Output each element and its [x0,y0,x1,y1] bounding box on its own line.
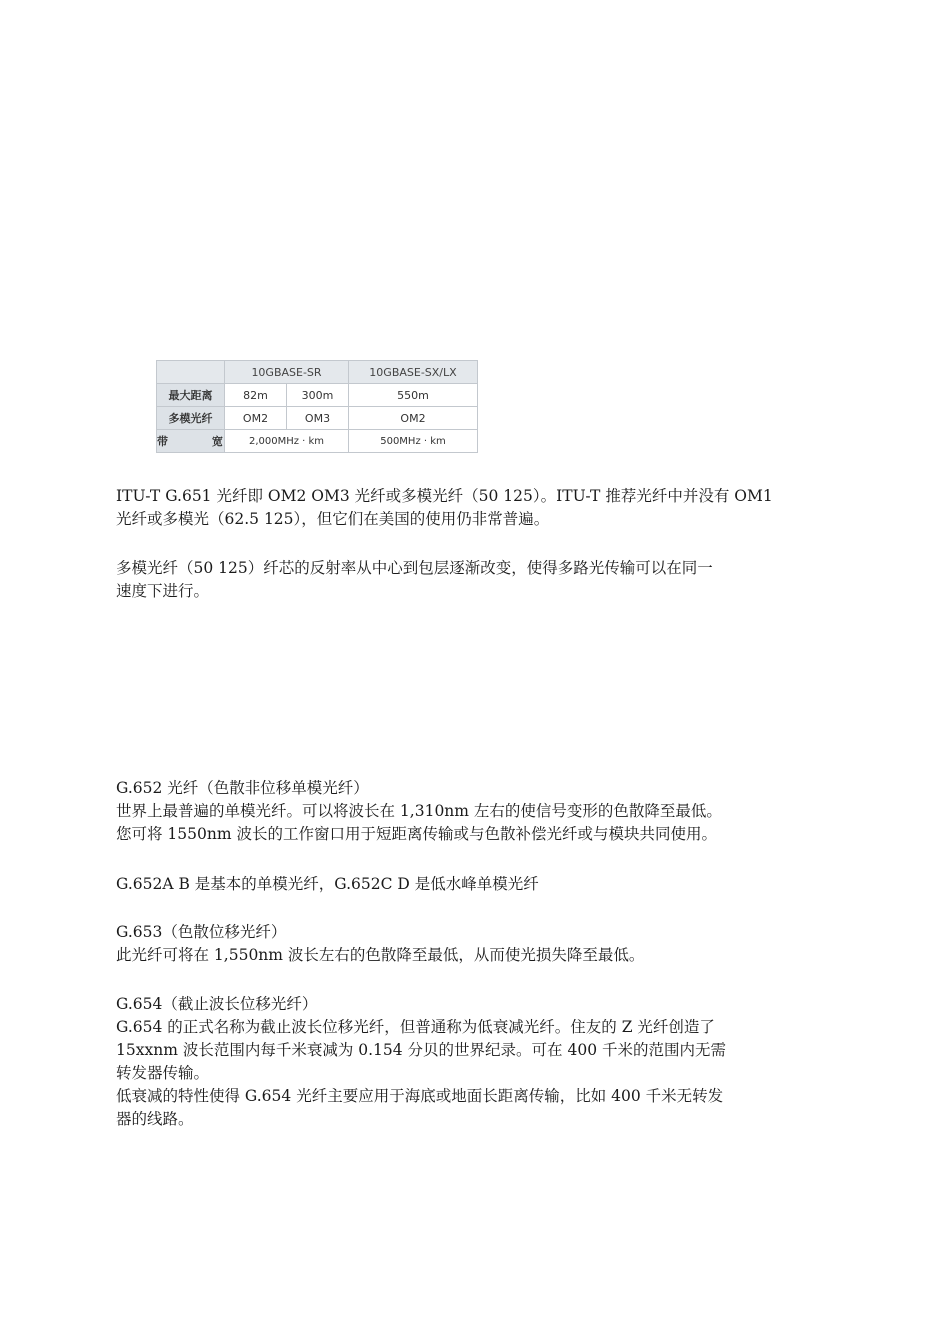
text-line: 您可将 1550nm 波长的工作窗口用于短距离传输或与色散补偿光纤或与模块共同使用。 [116,825,717,843]
table-cell: OM2 [225,407,287,430]
table-row [157,430,478,453]
paragraph-om-fiber-intro [116,485,836,531]
paragraph-g652 [116,777,836,846]
table-corner-cell [157,361,225,384]
table-cell: OM2 [349,407,478,430]
row-header-multimode-fiber: 多模光纤 [157,407,225,430]
text-line: 低衰减的特性使得 G.654 光纤主要应用于海底或地面长距离传输，比如 400 千米无转发 [116,1087,724,1105]
text-line: G.654 的正式名称为截止波长位移光纤，但普通称为低衰减光纤。住友的 Z 光纤创造了 [116,1018,715,1036]
text-line: 世界上最普遍的单模光纤。可以将波长在 1,310nm 左右的使信号变形的色散降至最低。 [116,802,722,820]
paragraph-multimode-index [116,557,836,603]
table-row [157,407,478,430]
table-header-row [157,361,478,384]
section-heading: G.654（截止波长位移光纤） [116,995,318,1013]
fiber-spec-table [156,360,478,453]
paragraph-g653 [116,921,836,967]
row-header-max-distance: 最大距离 [157,384,225,407]
text-line: 此光纤可将在 1,550nm 波长左右的色散降至最低，从而使光损失降至最低。 [116,946,645,964]
table-cell: 550m [349,384,478,407]
paragraph-g654 [116,993,836,1131]
table-cell: 500MHz · km [349,430,478,453]
text-line: 15xxnm 波长范围内每千米衰减为 0.154 分贝的世界纪录。可在 400 千米的范围内无需 [116,1041,726,1059]
table-row [157,384,478,407]
text-line: 速度下进行。 [116,582,210,600]
section-heading: G.653（色散位移光纤） [116,923,287,941]
col-header-10gbase-sr: 10GBASE-SR [225,361,349,384]
text-line: 光纤或多模光（62.5 125），但它们在美国的使用仍非常普遍。 [116,510,550,528]
section-heading: G.652 光纤（色散非位移单模光纤） [116,779,369,797]
text-line: 多模光纤（50 125）纤芯的反射率从中心到包层逐渐改变，使得多路光传输可以在同一 [116,559,713,577]
paragraph-g652-variants [116,873,836,896]
table-cell: OM3 [287,407,349,430]
row-header-bandwidth: 带 宽 [157,430,225,453]
text-line: ITU-T G.651 光纤即 OM2 OM3 光纤或多模光纤（50 125）。ITU-T 推荐光纤中并没有 OM1 [116,487,773,505]
table-cell: 300m [287,384,349,407]
text-line: 器的线路。 [116,1110,194,1128]
text-line: 转发器传输。 [116,1064,210,1082]
table-cell: 2,000MHz · km [225,430,349,453]
text-line: G.652A B 是基本的单模光纤，G.652C D 是低水峰单模光纤 [116,875,539,893]
table-cell: 82m [225,384,287,407]
col-header-10gbase-sxlx: 10GBASE-SX/LX [349,361,478,384]
